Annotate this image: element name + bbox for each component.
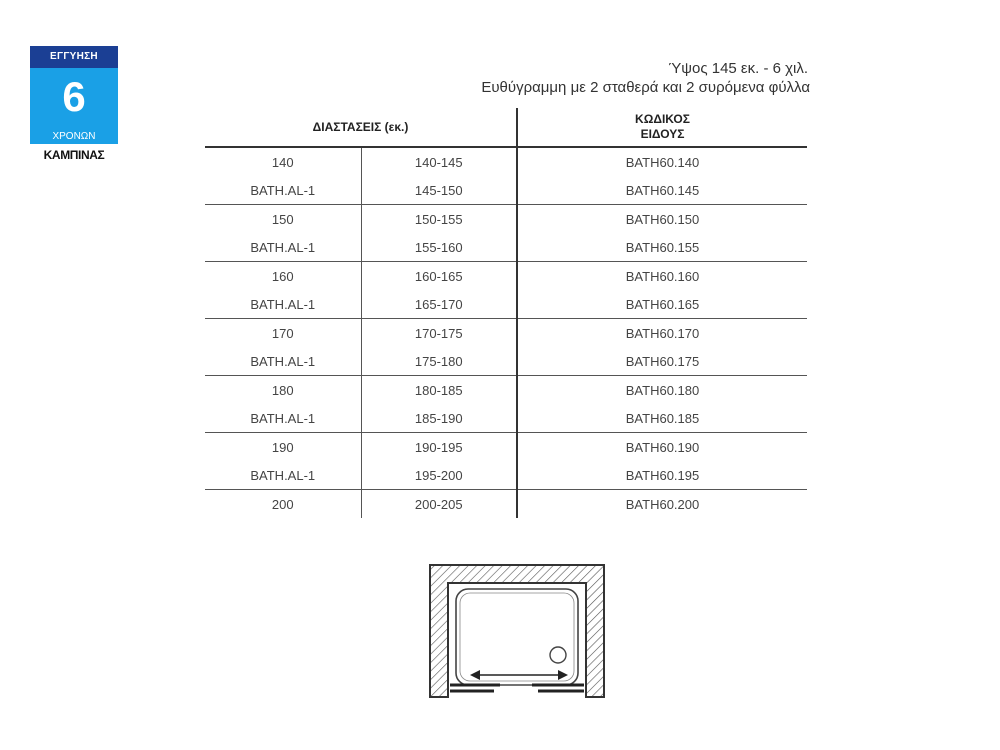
cell-code: BATH60.200: [517, 490, 807, 519]
cell-range: 190-195: [361, 433, 517, 462]
product-description: Ευθύγραμμη με 2 σταθερά και 2 συρόμενα φύλλα: [481, 79, 810, 96]
cell-range: 140-145: [361, 147, 517, 176]
cell-size: 140: [271, 154, 294, 170]
table-row: [205, 404, 807, 433]
cell-code: BATH60.155: [517, 233, 807, 262]
header-code-line2: ΕΙΔΟΥΣ: [640, 127, 685, 141]
cell-code: BATH60.165: [517, 290, 807, 319]
table-body: [205, 147, 807, 518]
table-row: [205, 147, 807, 176]
cell-code: BATH60.170: [517, 319, 807, 348]
table-row: [205, 319, 807, 348]
cell-range: 150-155: [361, 205, 517, 234]
cell-range: 160-165: [361, 262, 517, 291]
table-row: [205, 176, 807, 205]
table-row: [205, 290, 807, 319]
cell-code: BATH60.175: [517, 347, 807, 376]
header-code: [517, 108, 807, 147]
cell-size: 160: [271, 268, 294, 284]
warranty-badge: [30, 46, 118, 144]
dimensions-table: [205, 108, 807, 518]
table-row: [205, 433, 807, 462]
cell-range: 155-160: [361, 233, 517, 262]
cell-code: BATH60.150: [517, 205, 807, 234]
table-row: [205, 262, 807, 291]
cell-range: 170-175: [361, 319, 517, 348]
cell-range: 185-190: [361, 404, 517, 433]
cell-code: BATH60.190: [517, 433, 807, 462]
badge-unit-label: ΧΡΟΝΩΝ: [52, 131, 96, 142]
shower-plan-diagram-icon: [428, 563, 606, 699]
cell-range: 165-170: [361, 290, 517, 319]
table-row: [205, 490, 807, 519]
header-code-line1: ΚΩΔΙΚΟΣ: [635, 112, 690, 126]
header-dimensions: ΔΙΑΣΤΑΣΕΙΣ (εκ.): [205, 108, 517, 147]
cell-size: 200: [271, 496, 294, 512]
height-spec: Ύψος 145 εκ. - 6 χιλ.: [668, 60, 808, 77]
cell-range: 180-185: [361, 376, 517, 405]
cell-size: 190: [271, 439, 294, 455]
table-row: [205, 461, 807, 490]
badge-body: [30, 68, 118, 144]
cell-size: BATH.AL-1: [205, 233, 361, 262]
cell-size: BATH.AL-1: [205, 176, 361, 205]
cell-size: 170: [271, 325, 294, 341]
table-row: [205, 347, 807, 376]
cell-size: 150: [271, 211, 294, 227]
table-row: [205, 205, 807, 234]
cell-range: 175-180: [361, 347, 517, 376]
cell-size: BATH.AL-1: [205, 347, 361, 376]
cell-range: 200-205: [361, 490, 517, 519]
cell-code: BATH60.195: [517, 461, 807, 490]
cell-code: BATH60.140: [517, 147, 807, 176]
table-header-row: [205, 108, 807, 147]
cell-size: BATH.AL-1: [205, 404, 361, 433]
cell-code: BATH60.180: [517, 376, 807, 405]
cell-size: 180: [271, 382, 294, 398]
cell-code: BATH60.185: [517, 404, 807, 433]
badge-top-label: ΕΓΓΥΗΣΗ: [30, 46, 118, 68]
cell-code: BATH60.145: [517, 176, 807, 205]
table-row: [205, 233, 807, 262]
cell-size: BATH.AL-1: [205, 461, 361, 490]
badge-years-number: 6: [62, 73, 86, 120]
brand-label: ΚΑΜΠΙΝΑΣ: [43, 148, 105, 162]
table-row: [205, 376, 807, 405]
cell-code: BATH60.160: [517, 262, 807, 291]
cell-size: BATH.AL-1: [205, 290, 361, 319]
cell-range: 145-150: [361, 176, 517, 205]
cell-range: 195-200: [361, 461, 517, 490]
